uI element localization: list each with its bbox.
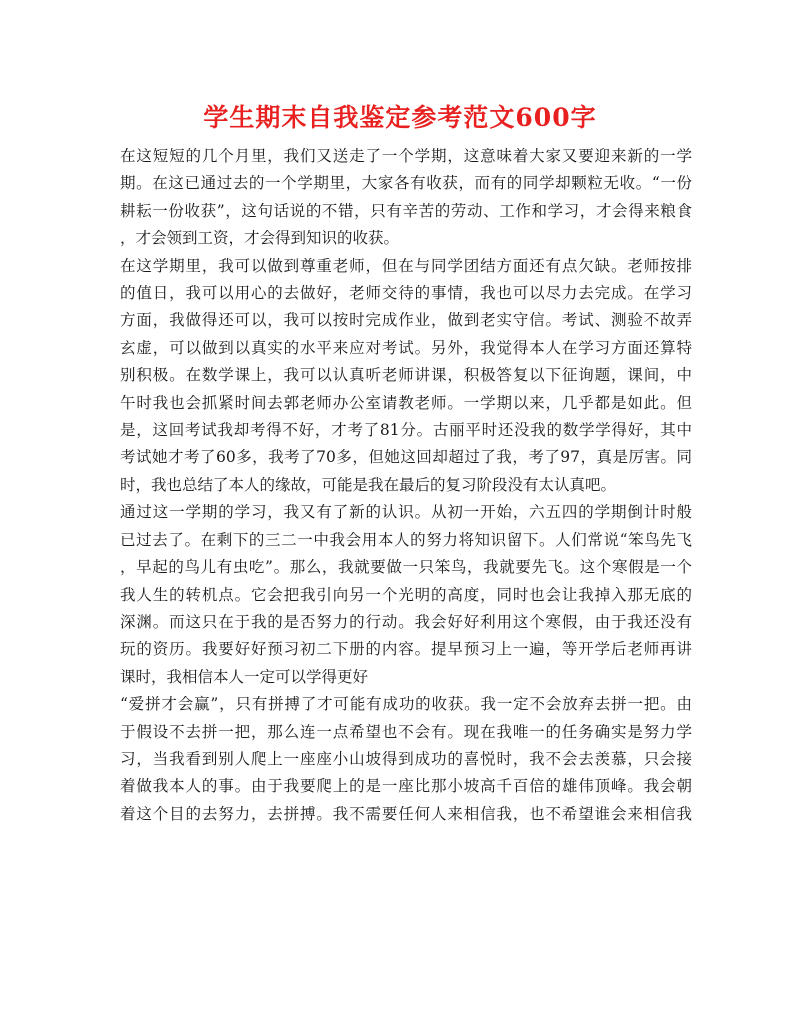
text-line: 着这个目的去努力，去拼搏。我不需要任何人来相信我，也不希望谁会来相信我 — [120, 804, 692, 823]
text-line: 着做我本人的事。由于我要爬上的是一座比那小坡高千百倍的雄伟顶峰。我会朝 — [120, 777, 692, 796]
document-title: 学生期末自我鉴定参考范文600字 — [203, 103, 597, 132]
text-line: “爱拼才会赢”，只有拼搏了才可能有成功的收获。我一定不会放弃去拼一把。由 — [120, 695, 692, 714]
text-line: 时，我也总结了本人的缘故，可能是我在最后的复习阶段没有太认真吧。 — [120, 475, 617, 494]
text-line: 期。在这已通过去的一个学期里，大家各有收获，而有的同学却颗粒无收。“一份 — [120, 174, 692, 193]
text-line: 午时我也会抓紧时间去郭老师办公室请教老师。一学期以来，几乎都是如此。但 — [120, 393, 692, 412]
text-line: 耕耘一份收获”，这句话说的不错，只有辛苦的劳动、工作和学习，才会得来粮食 — [120, 201, 692, 220]
text-line: 深渊。而这只在于我的是否努力的行动。我会好好利用这个寒假，由于我还没有 — [120, 612, 692, 631]
text-line: 考试她才考了60多，我考了70多，但她这回却超过了我，考了97，真是厉害。同 — [120, 448, 692, 467]
text-line: 的值日，我可以用心的去做好，老师交待的事情，我也可以尽力去完成。在学习 — [120, 284, 692, 303]
text-line: 我人生的转机点。它会把我引向另一个光明的高度，同时也会让我掉入那无底的 — [120, 585, 692, 604]
text-line: 通过这一学期的学习，我又有了新的认识。从初一开始，六五四的学期倒计时般 — [120, 503, 692, 522]
text-line: 于假设不去拼一把，那么连一点希望也不会有。现在我唯一的任务确实是努力学 — [120, 722, 692, 741]
text-line: 在这短短的几个月里，我们又送走了一个学期，这意味着大家又要迎来新的一学 — [120, 147, 692, 165]
document-body — [120, 143, 692, 828]
text-line: 方面，我做得还可以，我可以按时完成作业，做到老实守信。考试、测验不故弄 — [120, 311, 692, 330]
text-line: ，才会领到工资，才会得到知识的收获。 — [120, 229, 400, 248]
text-line: ，早起的鸟儿有虫吃”。那么，我就要做一只笨鸟，我就要先飞。这个寒假是一个 — [120, 558, 692, 577]
text-line: 已过去了。在剩下的三二一中我会用本人的努力将知识留下。人们常说“笨鸟先飞 — [120, 530, 692, 549]
text-line: 玩的资历。我要好好预习初二下册的内容。提早预习上一遍，等开学后老师再讲 — [120, 640, 692, 659]
text-line: 课时，我相信本人一定可以学得更好 — [120, 667, 369, 686]
text-line: 在这学期里，我可以做到尊重老师，但在与同学团结方面还有点欠缺。老师按排 — [120, 256, 692, 275]
text-line: 是，这回考试我却考得不好，才考了81分。古丽平时还没我的数学学得好，其中 — [120, 421, 692, 440]
text-line: 别积极。在数学课上，我可以认真听老师讲课，积极答复以下征询题，课间，中 — [120, 366, 692, 385]
text-line: 习，当我看到别人爬上一座座小山坡得到成功的喜悦时，我不会去羡慕，只会接 — [120, 749, 692, 768]
text-line: 玄虚，可以做到以真实的水平来应对考试。另外，我觉得本人在学习方面还算特 — [120, 338, 692, 357]
